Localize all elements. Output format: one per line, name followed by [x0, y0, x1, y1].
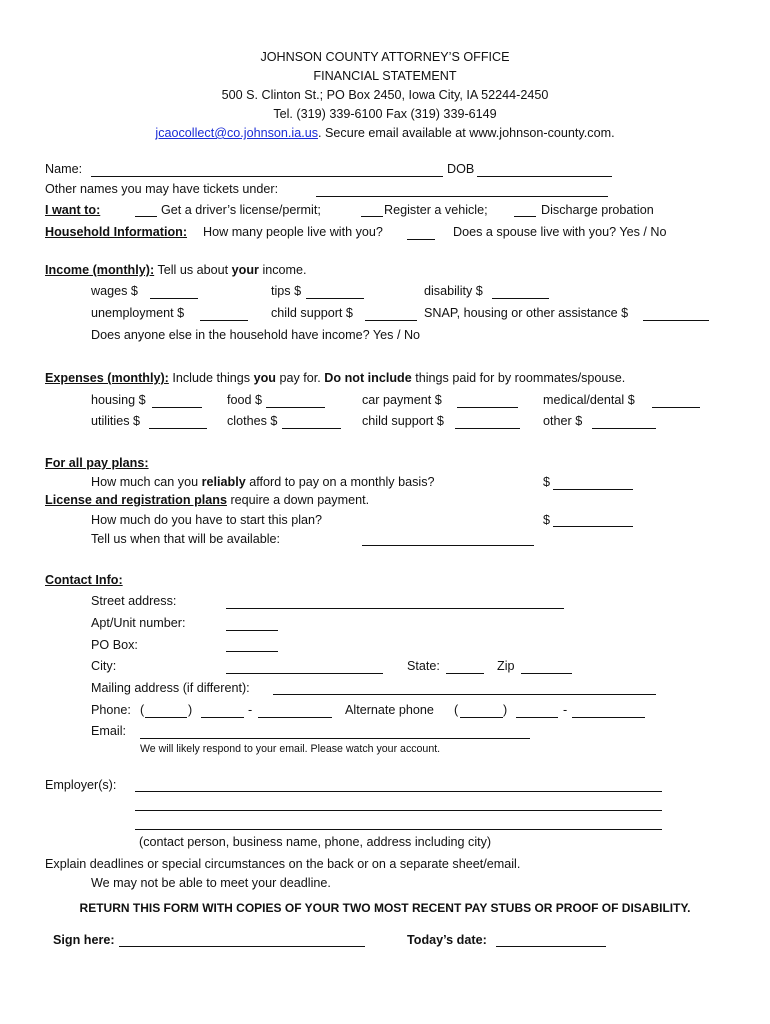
phone-paren-close: )	[188, 703, 193, 717]
monthly-q-reliably: reliably	[201, 475, 246, 489]
register-vehicle-check[interactable]	[361, 216, 383, 217]
income-child-support-label: child support $	[271, 306, 353, 320]
license-plans-rest: require a down payment.	[226, 493, 370, 507]
city-label: City:	[91, 659, 117, 673]
option-register-vehicle: Register a vehicle;	[384, 203, 488, 217]
email-line-rest: . Secure email available at www.johnson-county.com.	[318, 126, 615, 140]
office-phone-fax: Tel. (319) 339-6100 Fax (319) 339-6149	[273, 107, 497, 121]
discharge-probation-check[interactable]	[514, 216, 536, 217]
start-dollar-sign: $	[543, 513, 551, 527]
zip-label: Zip	[497, 659, 515, 673]
alt-phone-dash: -	[563, 703, 568, 717]
clothes-field[interactable]	[282, 428, 341, 429]
explain-note: Explain deadlines or special circumstances on the back or on a separate sheet/email.	[45, 857, 521, 871]
expenses-intro-you: you	[253, 371, 276, 385]
phone-prefix-field[interactable]	[201, 717, 244, 718]
expenses-intro-a: Include things	[168, 371, 254, 385]
income-intro-c: income.	[258, 263, 307, 277]
employer-line-1[interactable]	[135, 791, 662, 792]
phone-dash: -	[248, 703, 253, 717]
income-intro-a: Tell us about	[157, 263, 232, 277]
clothes-label: clothes $	[227, 414, 278, 428]
alt-phone-prefix-field[interactable]	[516, 717, 558, 718]
street-label: Street address:	[91, 594, 177, 608]
food-label: food $	[227, 393, 263, 407]
name-label: Name:	[45, 162, 83, 176]
expenses-intro-e: things paid for by roommates/spouse.	[411, 371, 626, 385]
po-box-label: PO Box:	[91, 638, 138, 652]
household-count-field[interactable]	[407, 239, 435, 240]
dob-field[interactable]	[477, 176, 612, 177]
office-title: JOHNSON COUNTY ATTORNEY’S OFFICE	[260, 50, 510, 64]
monthly-payment-question	[91, 474, 435, 490]
i-want-label: I want to:	[45, 203, 101, 217]
household-income-question: Does anyone else in the household have income? Yes / No	[91, 328, 421, 342]
household-heading: Household Information:	[45, 225, 188, 239]
other-expense-field[interactable]	[592, 428, 656, 429]
email-field[interactable]	[140, 738, 530, 739]
tips-field[interactable]	[306, 298, 364, 299]
employer-note: (contact person, business name, phone, address including city)	[139, 835, 492, 849]
office-email-line	[0, 125, 770, 141]
expenses-intro-c: pay for.	[275, 371, 325, 385]
down-payment-field[interactable]	[553, 526, 633, 527]
expenses-heading-line	[45, 370, 625, 386]
date-field[interactable]	[496, 946, 606, 947]
unemployment-field[interactable]	[200, 320, 248, 321]
license-plans-line	[45, 492, 369, 508]
spouse-question: Does a spouse live with you? Yes / No	[453, 225, 667, 239]
tips-label: tips $	[271, 284, 302, 298]
employer-line-2[interactable]	[135, 810, 662, 811]
food-field[interactable]	[266, 407, 325, 408]
income-child-support-field[interactable]	[365, 320, 417, 321]
alt-phone-area-code-field[interactable]	[460, 717, 503, 718]
drivers-license-check[interactable]	[135, 216, 157, 217]
disability-field[interactable]	[492, 298, 549, 299]
apt-field[interactable]	[226, 630, 278, 631]
household-count-question: How many people live with you?	[203, 225, 383, 239]
monthly-q-a: How much can you	[91, 475, 202, 489]
pay-plans-heading: For all pay plans:	[45, 456, 149, 470]
monthly-dollar-sign: $	[543, 475, 551, 489]
expenses-do-not-include: Do not include	[324, 371, 412, 385]
other-expense-label: other $	[543, 414, 583, 428]
name-field[interactable]	[91, 176, 443, 177]
phone-area-code-field[interactable]	[145, 717, 187, 718]
option-drivers-license: Get a driver’s license/permit;	[161, 203, 321, 217]
utilities-field[interactable]	[149, 428, 207, 429]
zip-field[interactable]	[521, 673, 572, 674]
license-plans-heading: License and registration plans	[45, 493, 227, 507]
employer-label: Employer(s):	[45, 778, 117, 792]
monthly-q-c: afford to pay on a monthly basis?	[245, 475, 435, 489]
signature-field[interactable]	[119, 946, 365, 947]
car-payment-label: car payment $	[362, 393, 442, 407]
income-heading-line	[45, 262, 307, 278]
start-plan-question: How much do you have to start this plan?	[91, 513, 323, 527]
po-box-field[interactable]	[226, 651, 278, 652]
phone-label: Phone:	[91, 703, 131, 717]
alt-phone-paren-open: (	[454, 703, 459, 717]
availability-question: Tell us when that will be available:	[91, 532, 281, 546]
email-label: Email:	[91, 724, 126, 738]
income-intro-your: your	[231, 263, 259, 277]
alt-phone-line-field[interactable]	[572, 717, 645, 718]
office-address: 500 S. Clinton St.; PO Box 2450, Iowa City, IA 52244-2450	[221, 88, 549, 102]
employer-line-3[interactable]	[135, 829, 662, 830]
income-heading: Income (monthly):	[45, 263, 155, 277]
utilities-label: utilities $	[91, 414, 140, 428]
snap-label: SNAP, housing or other assistance $	[424, 306, 629, 320]
housing-field[interactable]	[152, 407, 202, 408]
date-label: Today’s date:	[407, 933, 487, 947]
email-note: We will likely respond to your email. Please watch your account.	[140, 743, 441, 755]
unemployment-label: unemployment $	[91, 306, 185, 320]
expense-child-support-field[interactable]	[455, 428, 520, 429]
mailing-label: Mailing address (if different):	[91, 681, 250, 695]
dob-label: DOB	[447, 162, 475, 176]
alt-phone-label: Alternate phone	[345, 703, 434, 717]
return-notice: RETURN THIS FORM WITH COPIES OF YOUR TWO MOST RECENT PAY STUBS OR PROOF OF DISABILITY.	[79, 901, 691, 915]
option-discharge-probation: Discharge probation	[541, 203, 654, 217]
other-names-field[interactable]	[316, 196, 608, 197]
snap-field[interactable]	[643, 320, 709, 321]
alt-phone-paren-close: )	[503, 703, 508, 717]
medical-field[interactable]	[652, 407, 700, 408]
city-field[interactable]	[226, 673, 383, 674]
form-title: FINANCIAL STATEMENT	[313, 69, 457, 83]
email-link[interactable]: jcaocollect@co.johnson.ia.us	[155, 126, 319, 140]
availability-field[interactable]	[362, 545, 534, 546]
state-field[interactable]	[446, 673, 484, 674]
state-label: State:	[407, 659, 440, 673]
phone-line-field[interactable]	[258, 717, 332, 718]
phone-paren-open: (	[140, 703, 145, 717]
disability-label: disability $	[424, 284, 483, 298]
deadline-note: We may not be able to meet your deadline.	[91, 876, 331, 890]
expense-child-support-label: child support $	[362, 414, 444, 428]
other-names-label: Other names you may have tickets under:	[45, 182, 279, 196]
wages-field[interactable]	[150, 298, 198, 299]
monthly-payment-field[interactable]	[553, 489, 633, 490]
sign-label: Sign here:	[53, 933, 115, 947]
housing-label: housing $	[91, 393, 146, 407]
medical-label: medical/dental $	[543, 393, 635, 407]
street-field[interactable]	[226, 608, 564, 609]
apt-label: Apt/Unit number:	[91, 616, 186, 630]
expenses-heading: Expenses (monthly):	[45, 371, 169, 385]
wages-label: wages $	[91, 284, 138, 298]
mailing-field[interactable]	[273, 694, 656, 695]
contact-heading: Contact Info:	[45, 573, 123, 587]
car-payment-field[interactable]	[457, 407, 518, 408]
